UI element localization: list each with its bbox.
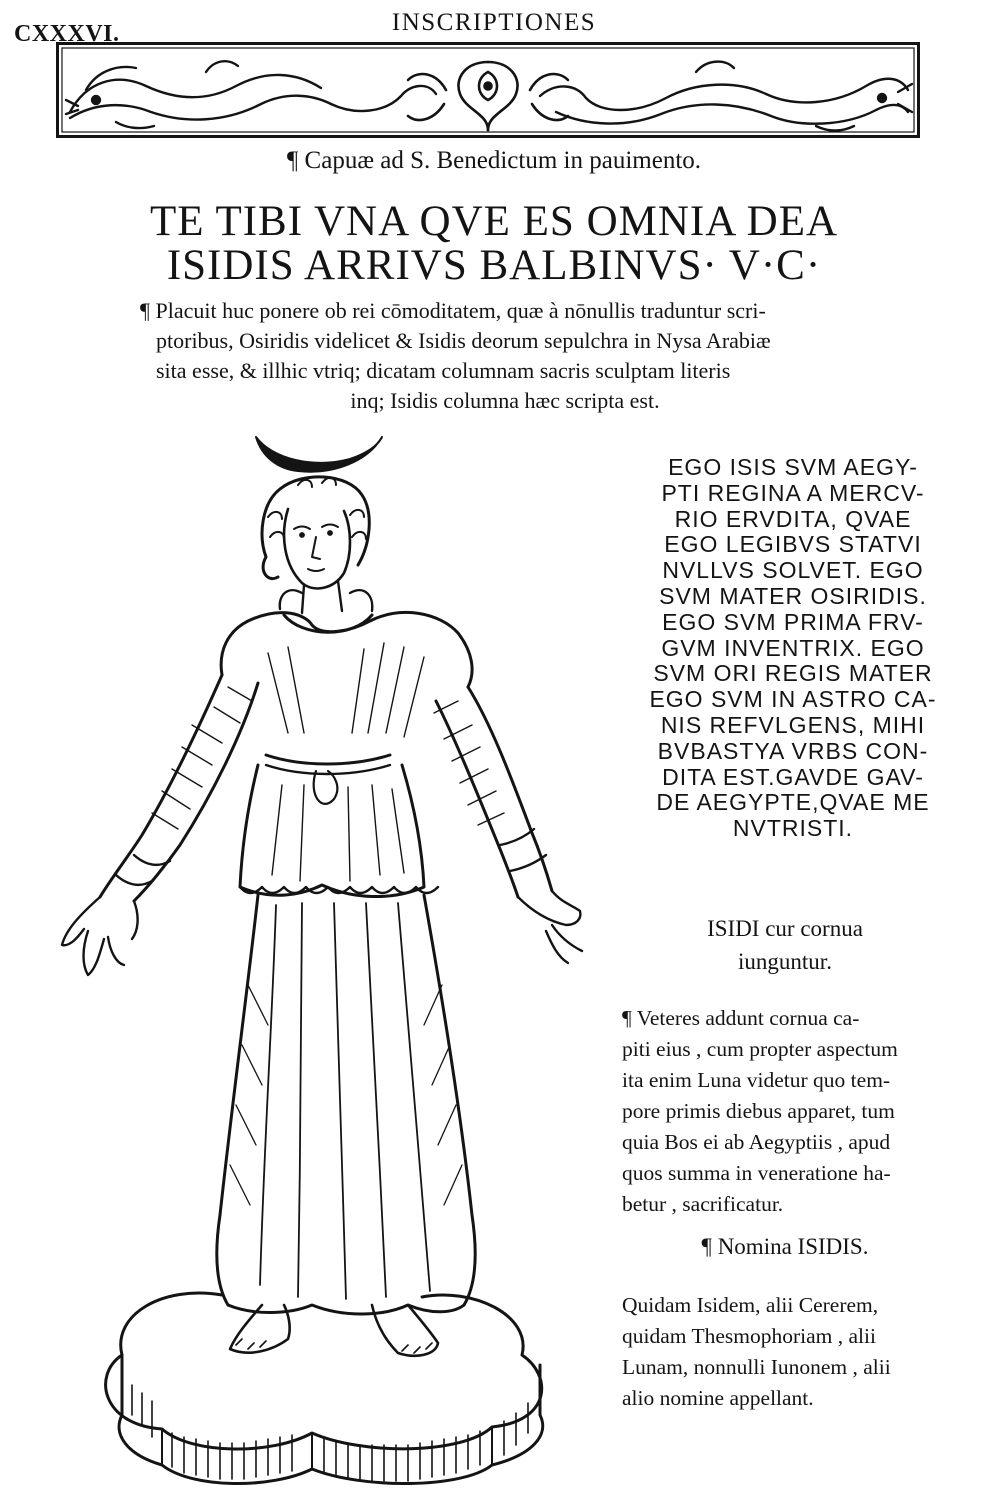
stele-line: BVBASTYA VRBS CON- (657, 737, 929, 764)
stele-line: EGO SVM IN ASTRO CA- (649, 686, 937, 713)
cornua-heading (612, 912, 958, 978)
ornamental-border (56, 42, 920, 138)
stele-line: DITA EST.GAVDE GAV- (662, 763, 924, 790)
cornua-line: piti eius , cum propter aspectum (622, 1037, 898, 1061)
intro-line: sita esse, & illhic vtriq; dicatam columnam sacris sculptam literis (156, 358, 731, 383)
stele-line: NVLLVS SOLVET. EGO (662, 557, 924, 584)
stele-line: NIS REFVLGENS, MIHI (660, 711, 926, 738)
nomina-line: quidam Thesmophoriam , alii (622, 1324, 876, 1348)
ornament-woodcut (56, 42, 920, 138)
stele-line: RIO ERVDITA, QVAE (674, 505, 912, 532)
intro-line: ptoribus, Osiridis videlicet & Isidis deorum sepulchra in Nysa Arabiæ (156, 328, 771, 353)
folio-number: CXXXVI. (14, 21, 120, 47)
nomina-line: Lunam, nonnulli Iunonem , alii (622, 1355, 891, 1379)
stele-line: EGO ISIS SVM AEGY- (668, 454, 918, 480)
stele-line: PTI REGINA A MERCV- (661, 479, 925, 506)
isis-woodcut-illustration (52, 425, 592, 1493)
stele-line: EGO LEGIBVS STATVI (664, 531, 922, 558)
isis-figure-icon (52, 425, 592, 1493)
cornua-line: quos summa in veneratione ha- (622, 1161, 891, 1185)
cornua-line: betur , sacrificatur. (622, 1192, 784, 1216)
cornua-paragraph (622, 1003, 972, 1220)
intro-line: ¶ Placuit huc ponere ob rei cōmoditatem, quæ à nōnullis traduntur scri- (140, 298, 766, 323)
inscription-heading-line-1: TE TIBI VNA QVE ES OMNIA DEA (149, 198, 839, 245)
intro-line: inq; Isidis columna hæc scripta est. (350, 388, 660, 413)
intro-paragraph (140, 296, 870, 416)
stele-line: DE AEGYPTE,QVAE ME (656, 789, 930, 816)
isis-stele-inscription (618, 455, 968, 842)
cornua-line: ¶ Veteres addunt cornua ca- (622, 1006, 860, 1030)
inscription-heading-line-2: ISIDIS ARRIVS BALBINVS· V·C· (166, 242, 822, 289)
cornua-line: quia Bos ei ab Aegyptiis , apud (622, 1130, 891, 1154)
cornua-line: pore primis diebus apparet, tum (622, 1099, 895, 1123)
cornua-heading-line: iunguntur. (738, 949, 832, 974)
nomina-line: alio nomine appellant. (622, 1386, 814, 1410)
stele-line: GVM INVENTRIX. EGO (661, 634, 925, 661)
nomina-paragraph (622, 1290, 972, 1414)
cornua-line: ita enim Luna videtur quo tem- (622, 1068, 891, 1092)
stele-line: SVM MATER OSIRIDIS. (659, 582, 927, 609)
nomina-heading: ¶ Nomina ISIDIS. (701, 1234, 869, 1259)
location-caption: ¶ Capuæ ad S. Benedictum in pauimento. (286, 147, 702, 174)
stele-line: SVM ORI REGIS MATER (653, 660, 933, 687)
running-head: INSCRIPTIONES (391, 9, 597, 36)
stele-line: EGO SVM PRIMA FRV- (662, 608, 924, 635)
stele-line: NVTRISTI. (732, 815, 854, 842)
nomina-line: Quidam Isidem, alii Cererem, (622, 1293, 879, 1317)
cornua-heading-line: ISIDI cur cornua (707, 916, 863, 941)
